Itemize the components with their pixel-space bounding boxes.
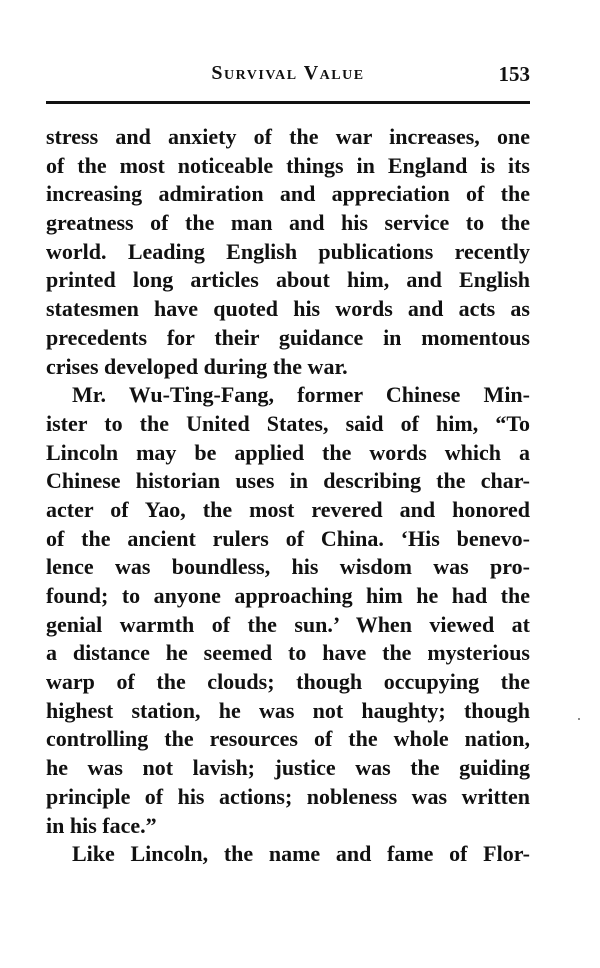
text-line: of the ancient rulers of China. ‘His benevo-: [46, 525, 530, 551]
text-line: genial warmth of the sun.’ When viewed at: [46, 611, 530, 637]
text-line: controlling the resources of the whole nation,: [46, 726, 530, 752]
text-line: acter of Yao, the most revered and honored: [46, 496, 530, 522]
text-line: found; to anyone approaching him he had the: [46, 583, 530, 608]
header-rule: [46, 101, 530, 104]
text-line: Chinese historian uses in describing the char-: [46, 468, 530, 494]
text-line: he was not lavish; justice was the guiding: [46, 755, 530, 781]
page-number: 153: [498, 62, 530, 86]
paragraph-end-line: in his face.”: [46, 812, 157, 838]
text-line: a distance he seemed to have the mysterious: [46, 640, 530, 666]
margin-speck: [578, 718, 580, 720]
paragraph-end-line: crises developed during the war.: [46, 353, 348, 379]
text-line: precedents for their guidance in momentous: [46, 324, 530, 350]
text-line: lence was boundless, his wisdom was pro-: [46, 554, 530, 580]
text-line: greatness of the man and his service to the: [46, 210, 530, 236]
text-line: ister to the United States, said of him, “To: [46, 410, 530, 436]
running-title: Survival Value: [211, 62, 365, 84]
text-line: increasing admiration and appreciation of the: [46, 181, 530, 207]
text-line: principle of his actions; nobleness was written: [46, 783, 530, 809]
text-line: printed long articles about him, and English: [46, 267, 530, 293]
text-line: highest station, he was not haughty; though: [46, 697, 530, 723]
paragraph-start-line: Mr. Wu-Ting-Fang, former Chinese Min-: [72, 382, 530, 408]
paragraph-start-line: Like Lincoln, the name and fame of Flor-: [72, 841, 530, 867]
text-line: Lincoln may be applied the words which a: [46, 439, 530, 465]
text-line: statesmen have quoted his words and acts as: [46, 296, 530, 322]
text-line: warp of the clouds; though occupying the: [46, 669, 530, 695]
body-text: [46, 123, 530, 869]
running-head: [46, 62, 530, 96]
text-line: stress and anxiety of the war increases, one: [46, 124, 530, 149]
text-line: world. Leading English publications recently: [46, 238, 530, 264]
text-line: of the most noticeable things in England is its: [46, 152, 530, 178]
